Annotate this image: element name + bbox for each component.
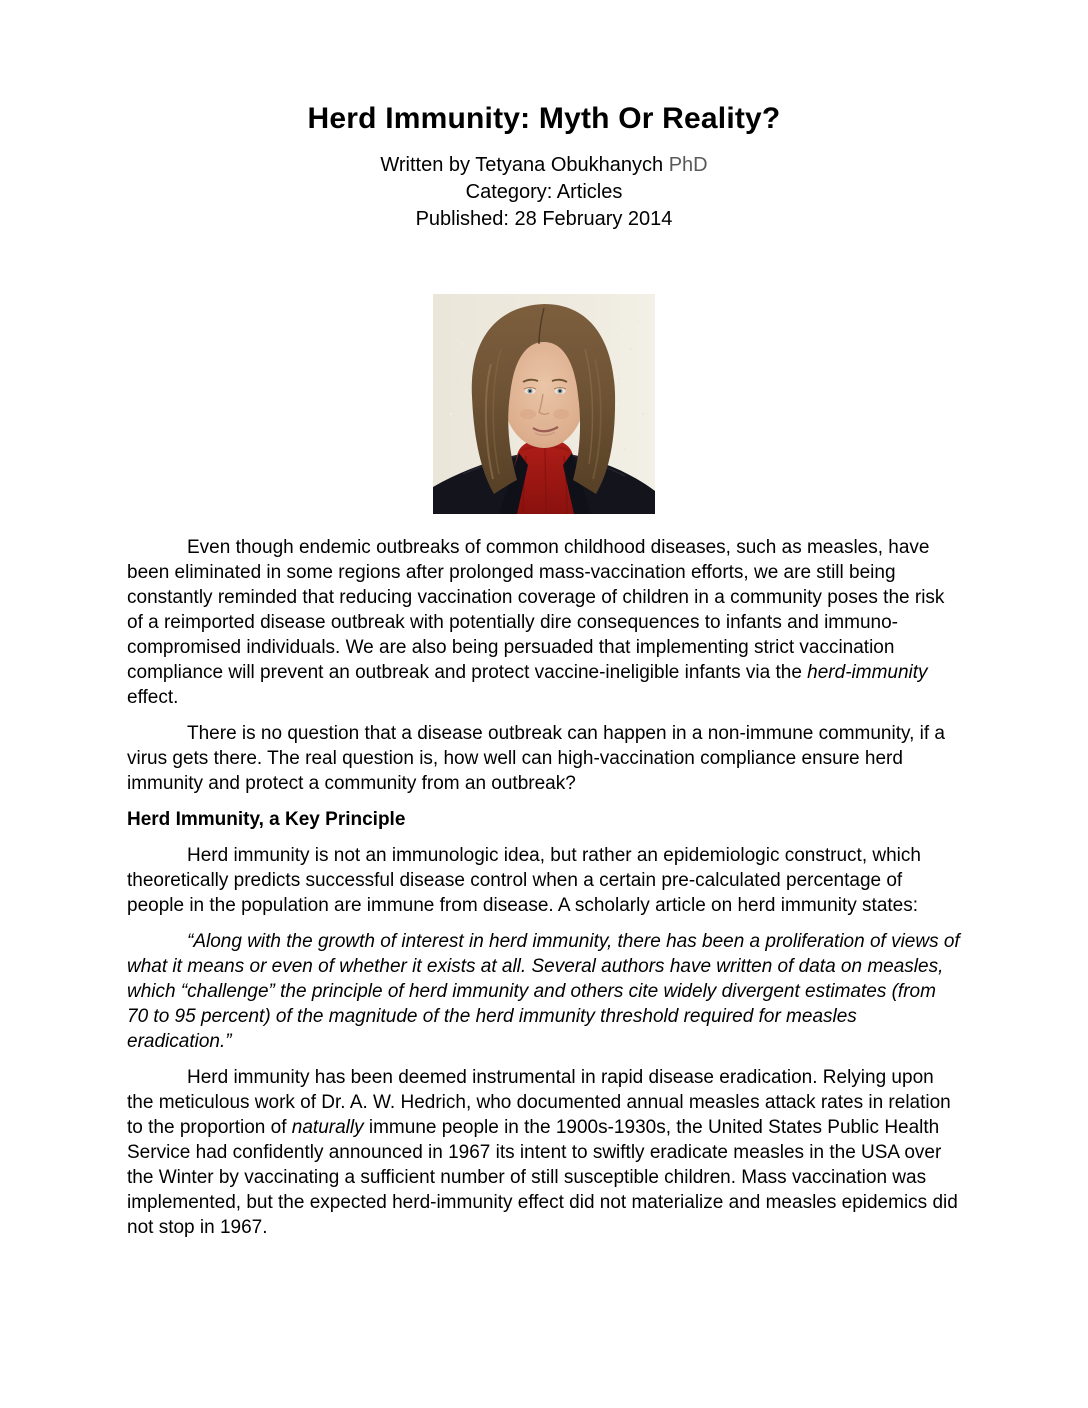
eradication-italic-naturally: naturally: [291, 1117, 364, 1138]
byline: [0, 152, 1088, 233]
section-heading: Herd Immunity, a Key Principle: [127, 809, 406, 830]
eradication-paragraph: [127, 1065, 960, 1240]
byline-author-line: [0, 152, 1088, 179]
byline-author: Written by Tetyana Obukhanych: [380, 154, 664, 176]
quote-paragraph: “Along with the growth of interest in herd immunity, there has been a proliferation of views of what it means or even of whether it exists at all. Several authors have written of data on measles, which “challenge” the principle of herd immunity and others cite widely divergent estimates (from 70 to 95 percent) of the magnitude of the herd immunity threshold required for measles eradication.”: [127, 931, 960, 1052]
article-body: [0, 514, 1088, 1240]
intro-paragraph: [127, 535, 960, 710]
page-title: Herd Immunity: Myth Or Reality?: [307, 102, 781, 135]
principle-paragraph: Herd immunity is not an immunologic idea, but rather an epidemiologic construct, which theoretically predicts successful disease control when a certain pre-calculated percentage of people in the population are immune from disease. A scholarly article on herd immunity states:: [127, 845, 921, 916]
byline-published: Published: 28 February 2014: [415, 208, 673, 230]
byline-credential: PhD: [668, 154, 708, 176]
author-portrait-illustration: [433, 294, 655, 514]
intro-text-2: effect.: [127, 687, 179, 708]
eradication-text-1: Herd immunity has been deemed instrumental in rapid disease eradication. Relying upon the meticulous work of Dr. A. W. Hedrich, who documented annual measles attack rates in relation to the proportion of: [127, 1067, 951, 1138]
byline-category: Category: Articles: [465, 181, 623, 203]
intro-italic-herd-immunity: herd-immunity: [807, 662, 928, 683]
question-paragraph: There is no question that a disease outbreak can happen in a non-immune community, if a virus gets there. The real question is, how well can high-vaccination compliance ensure herd immunity and protect a community from an outbreak?: [127, 723, 945, 794]
author-photo: [433, 294, 655, 514]
eradication-text-2: immune people in the 1900s-1930s, the United States Public Health Service had confidently announced in 1967 its intent to swiftly eradicate measles in the USA over the Winter by vaccinating a sufficient number of still susceptible children. Mass vaccination was implemented, but the expected herd-immunity effect did not materialize and measles epidemics did not stop in 1967.: [127, 1117, 958, 1238]
intro-text-1: Even though endemic outbreaks of common childhood diseases, such as measles, have been eliminated in some regions after prolonged mass-vaccination efforts, we are still being constantly reminded that reducing vaccination coverage of children in a community poses the risk of a reimported disease outbreak with potentially dire consequences to infants and immuno-compromised individuals. We are also being persuaded that implementing strict vaccination compliance will prevent an outbreak and protect vaccine-ineligible infants via the: [127, 537, 945, 683]
